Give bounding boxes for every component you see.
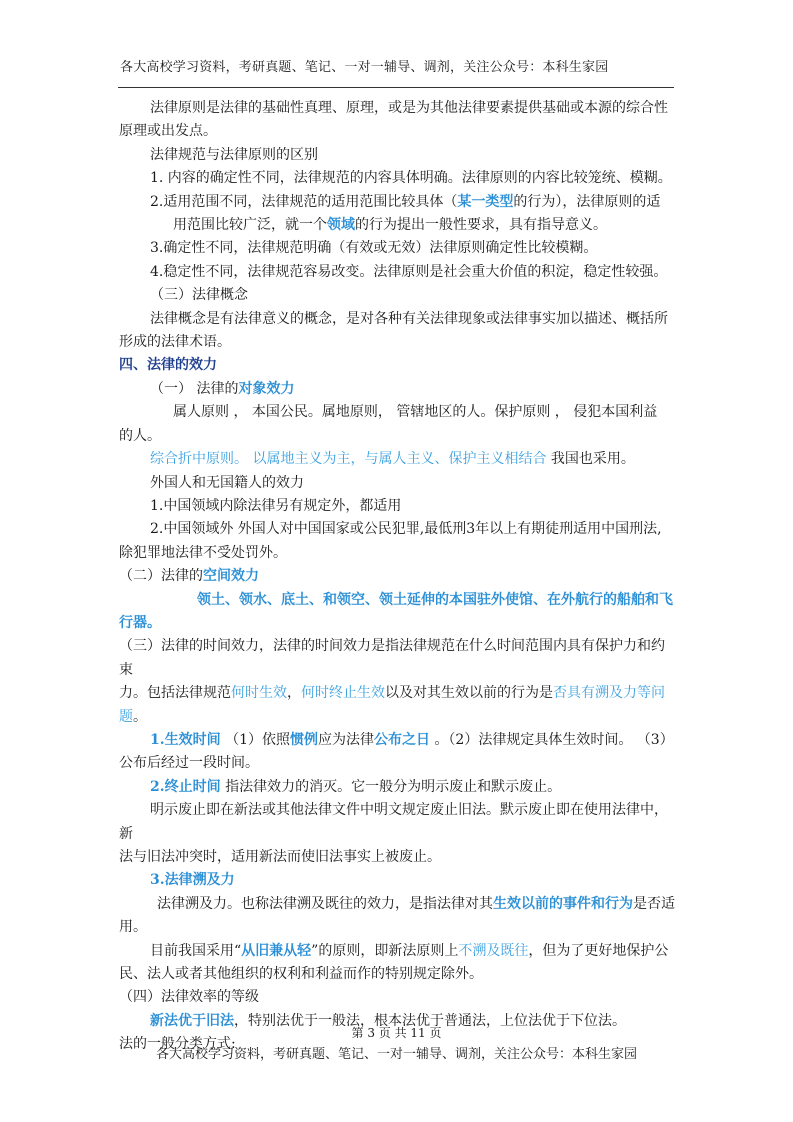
text: 除犯罪地法律不受处罚外。 <box>119 544 287 561</box>
text: 应为法律 <box>317 731 374 748</box>
text: 以及对其生效以前的行为是 <box>385 685 553 702</box>
text: ，但为了更好地保护公 <box>528 942 669 959</box>
list-item-foreign-1: 1.中国领域内除法律另有规定外，都适用 <box>150 497 402 514</box>
text: 用。 <box>119 919 147 936</box>
page-header: 各大高校学习资料，考研真题、笔记、一对一辅导、调剂，关注公众号：本科生家园 <box>120 60 609 75</box>
paragraph-time-effect <box>119 635 677 729</box>
text: 法律概念是有法律意义的概念，是对各种有关法律现象或法律事实加以描述、概括所 <box>150 310 668 327</box>
highlight-text: 惯例 <box>289 731 318 748</box>
highlight-text: 对象效力 <box>238 380 295 397</box>
paragraph-classification: 法的一般分类方式: <box>119 1036 236 1053</box>
subheading-foreigners: 外国人和无国籍人的效力 <box>150 474 304 491</box>
paragraph-termination-time <box>119 776 677 799</box>
subheading-space-effect <box>119 565 677 588</box>
page-number: 第 3 页 共 11 页 <box>351 1026 442 1040</box>
list-item-2-continued <box>119 214 677 237</box>
text: 目前我国采用“ <box>150 942 242 959</box>
highlight-text: 公布之日 <box>373 731 430 748</box>
subheading-norm-vs-principle: 法律规范与法律原则的区别 <box>150 146 318 163</box>
text: 行器。 <box>119 614 161 631</box>
list-item-4: 4.稳定性不同，法律规范容易改变。法律原则是社会重大价值的积淀，稳定性较强。 <box>150 263 668 280</box>
text: 原理或出发点。 <box>119 123 217 140</box>
subheading-retroactivity: 3.法律溯及力 <box>150 872 235 889</box>
highlight-text: 从旧兼从轻 <box>241 942 312 959</box>
highlight-text: 领域 <box>327 217 355 234</box>
text: 属人原则 ， 本国公民。属地原则， 管辖地区的人。保护原则 ， 侵犯本国利益 <box>173 404 658 421</box>
highlight-text: 否具有溯及力等问题 <box>119 685 665 725</box>
document-body <box>119 97 677 1057</box>
highlight-text: 新法优于旧法 <box>150 1012 234 1029</box>
subheading-legal-concept: （三）法律概念 <box>150 287 248 304</box>
list-item-1: 1. 内容的确定性不同，法律规范的内容具体明确。法律原则的内容比较笼统、模糊。 <box>150 170 672 187</box>
highlight-text: 何时生效 <box>231 685 287 702</box>
paragraph-compromise <box>119 448 677 471</box>
text: （1）依照 <box>220 731 290 748</box>
text: 法与旧法冲突时，适用新法而使旧法事实上被废止。 <box>119 849 441 865</box>
highlight-text: 生效以前的事件和行为 <box>493 895 633 912</box>
paragraph-repeal <box>119 799 677 869</box>
page-footer: 各大高校学习资料，考研真题、笔记、一对一辅导、调剂，关注公众号：本科生家园 <box>155 1047 637 1062</box>
text: （一） 法律的 <box>150 380 239 397</box>
text: 的人。 <box>119 427 161 444</box>
text: ，特别法优于一般法，根本法优于普通法，上位法优于下位法。 <box>234 1012 626 1029</box>
text: 的行为），法律原则的适 <box>513 193 661 210</box>
section-heading-effect: 四、法律的效力 <box>119 357 217 374</box>
text: 。 <box>133 708 147 725</box>
list-item-3: 3.确定性不同，法律规范明确（有效或无效）法律原则确定性比较模糊。 <box>150 240 598 257</box>
text: 我国也采用。 <box>546 451 635 468</box>
paragraph-legal-concept <box>119 308 677 355</box>
text: 指法律效力的消灭。它一般分为明示废止和默示废止。 <box>220 778 562 795</box>
text: ， <box>287 685 301 702</box>
text: 的行为提出一般性要求，具有指导意义。 <box>355 217 607 234</box>
highlight-text: 不溯及既往 <box>458 942 529 959</box>
text: （三）法律的时间效力，法律的时间效力是指法律规范在什么时间范围内具有保护力和约束 <box>119 638 665 678</box>
text: 公布后经过一段时间。 <box>119 755 259 772</box>
paragraph-retroactivity <box>119 893 677 940</box>
list-item-2 <box>119 191 677 214</box>
text: （二）法律的 <box>119 568 203 585</box>
paragraph-principle-definition <box>119 97 677 144</box>
subheading-object-effect <box>119 378 677 401</box>
text: 形成的法律术语。 <box>119 334 231 351</box>
paragraph-principles <box>119 401 677 448</box>
highlight-text: 2.终止时间 <box>150 778 221 795</box>
text: 法律溯及力。也称法律溯及既往的效力，是指法律对其 <box>157 895 493 912</box>
highlight-text: 某一类型 <box>457 193 514 210</box>
text: 2.适用范围不同，法律规范的适用范围比较具体（ <box>150 193 458 210</box>
paragraph-effective-time <box>119 729 677 776</box>
text: 明示废止即在新法或其他法律文件中明文规定废止旧法。默示废止即在使用法律中，新 <box>119 802 668 842</box>
text: 是否适 <box>633 895 675 912</box>
highlight-text: 何时终止生效 <box>301 685 385 702</box>
highlight-text: 1.生效时间 <box>150 731 221 748</box>
text: 用范围比较广泛，就一个 <box>173 217 327 234</box>
highlight-text: 空间效力 <box>203 568 259 585</box>
text: 2.中国领域外 外国人对中国国家或公民犯罪,最低刑3年以上有期徒刑适用中国刑法, <box>150 521 662 538</box>
list-item-foreign-2 <box>119 518 677 565</box>
header-rule <box>118 87 674 88</box>
text: 法律原则是法律的基础性真理、原理，或是为其他法律要素提供基础或本源的综合性 <box>150 100 668 116</box>
text: 力。包括法律规范 <box>119 685 231 702</box>
text: 。（2）法律规定具体生效时间。 （3） <box>429 731 674 748</box>
paragraph-principle-adoption <box>119 940 677 987</box>
text: 领土、领水、底土、和领空、领土延伸的本国驻外使馆、在外航行的船舶和飞 <box>197 591 673 608</box>
text: ”的原则，即新法原则上 <box>311 942 459 959</box>
paragraph-space-scope <box>119 589 677 636</box>
text: 民、法人或者其他组织的权利和利益而作的特别规定除外。 <box>119 966 483 983</box>
subheading-hierarchy: （四）法律效率的等级 <box>119 989 259 1006</box>
highlight-text: 综合折中原则。 以属地主义为主，与属人主义、保护主义相结合 <box>150 451 547 468</box>
